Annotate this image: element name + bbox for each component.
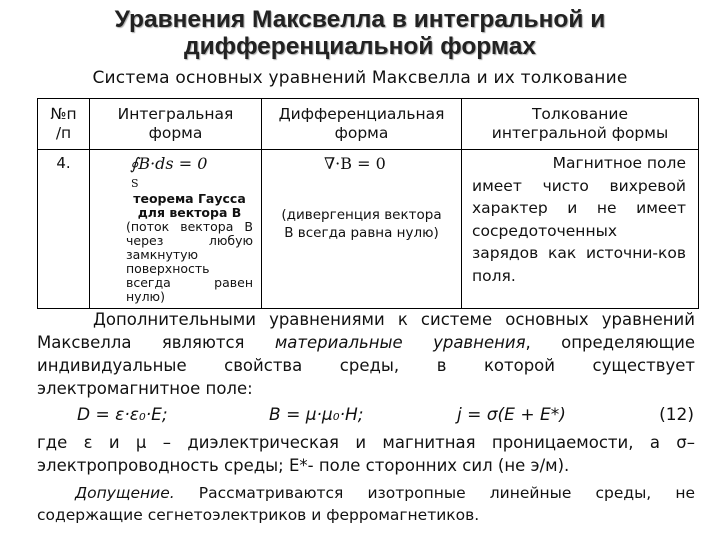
paragraph1-emphasis: материальные уравнения — [274, 333, 526, 352]
integral-note — [90, 192, 261, 308]
header-interpretation-line-1: Толкование — [531, 105, 629, 123]
assumption-label: Допущение. — [75, 484, 175, 502]
title-line-2: дифференциальной формах — [184, 33, 536, 60]
header-number-line-1: №п — [50, 105, 77, 123]
differential-note — [262, 192, 461, 242]
paragraph1-start: Дополнительными уравнениями к системе основных уравнений Максвелла являются — [37, 310, 695, 352]
integral-subscript: S — [131, 177, 139, 190]
integral-formula-block — [90, 150, 261, 192]
header-differential — [262, 99, 462, 150]
header-interpretation-line-2: интегральной формы — [491, 124, 669, 142]
equation-d: D = ε·ε₀·E; — [77, 405, 168, 425]
header-integral-line-2: форма — [148, 124, 203, 142]
differential-formula: ∇·B = 0 — [324, 154, 386, 173]
equation-b: B = μ·μ₀·H; — [269, 405, 364, 425]
header-number — [38, 99, 90, 150]
integral-note-title: теорема Гаусса для вектора B — [133, 191, 246, 220]
page-title — [0, 6, 720, 60]
interpretation-text — [462, 150, 698, 293]
header-integral — [90, 99, 262, 150]
paragraph-assumption — [37, 482, 695, 526]
assumption-text: Рассматриваются изотропные линейные среды, не содержащие сегнетоэлектриков и ферромагнетиков. — [37, 484, 695, 524]
paragraph-definitions: где ε и μ – диэлектрическая и магнитная проницаемости, а σ–электропроводность среды; E*- поле сторонних сил (не э/м). — [37, 433, 695, 475]
interpretation-cell — [462, 150, 699, 309]
differential-cell — [262, 150, 462, 309]
differential-note-line-1: (дивергенция вектора — [281, 207, 442, 223]
integral-note-text: (поток вектора B через любую замкнутую поверхность всегда равен нулю) — [126, 219, 253, 304]
maxwell-table — [37, 98, 699, 309]
equation-number: (12) — [659, 405, 694, 425]
equation-j: j = σ(E + E*) — [457, 405, 566, 425]
title-line-1: Уравнения Максвелла в интегральной и — [114, 6, 606, 33]
header-differential-line-2: форма — [334, 124, 389, 142]
header-interpretation — [462, 99, 699, 150]
header-integral-line-1: Интегральная — [117, 105, 234, 123]
row-number: 4. — [38, 150, 90, 309]
differential-note-line-2: B всегда равна нулю) — [284, 225, 439, 241]
paragraph-material-equations — [37, 308, 695, 400]
interpretation-rest: имеет чисто вихревой характер и не имеет сосредоточенных зарядов как источни-ков поля. — [472, 176, 686, 285]
integral-formula: ∮B·ds = 0 — [130, 154, 208, 173]
table-caption: Система основных уравнений Максвелла и их толкование — [92, 68, 628, 88]
interpretation-line-1: Магнитное поле — [552, 154, 686, 172]
paragraph1-end: , определяющие индивидуальные свойства среды, в которой существует электромагнитное поле: — [37, 333, 696, 398]
header-number-line-2: /п — [55, 124, 72, 142]
integral-cell — [90, 150, 262, 309]
table-header-row — [38, 99, 699, 150]
table-row — [38, 150, 699, 309]
header-differential-line-1: Дифференциальная — [278, 105, 445, 123]
